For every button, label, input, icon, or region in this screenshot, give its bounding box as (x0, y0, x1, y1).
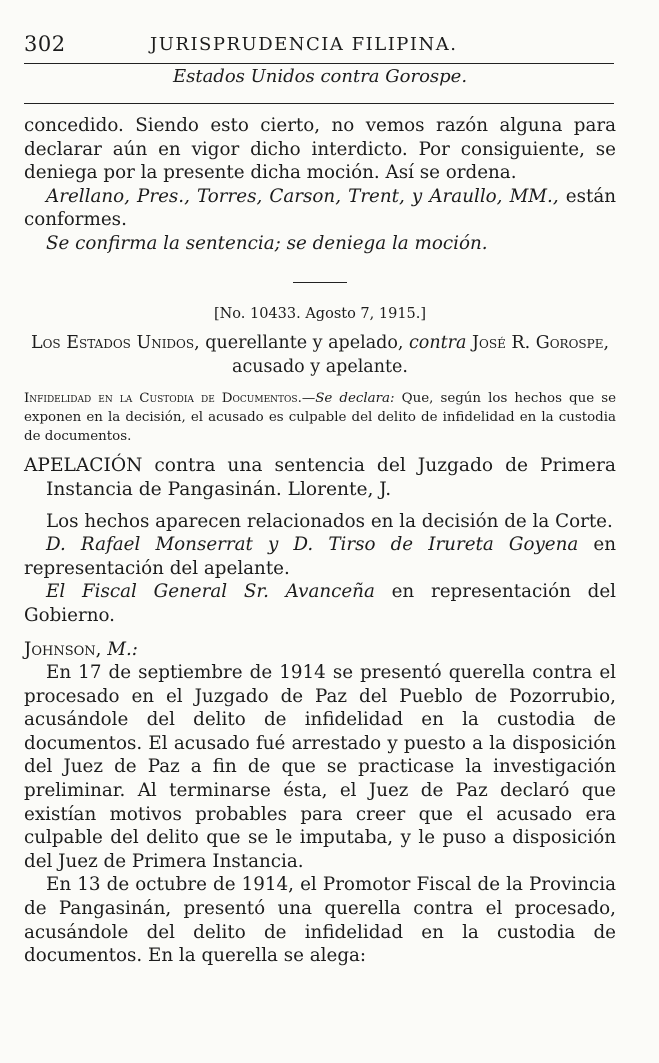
appeal-line (24, 454, 616, 501)
opinion-paragraph-2: En 13 de octubre de 1914, el Promotor Fiscal de la Provincia de Pangasinán, presentó una querella contra el procesado, acusándole del delito de infidelidad en la custodia de documentos. En la querella se alega: (24, 874, 616, 967)
appeal-word: APELACIÓN (24, 455, 143, 477)
defendant-role: acusado y apelante. (232, 356, 408, 377)
counsel-government (24, 580, 616, 627)
concurrence-text: están conformes. (24, 185, 617, 231)
judge-title: M.: (101, 638, 138, 660)
syllabus-declara: Se declara: (315, 391, 395, 407)
disposition: Se confirma la sentencia; se deniega la moción. (46, 232, 488, 254)
defendant-name: José R. Gorospe, (466, 333, 610, 354)
syllabus-heading: Infidelidad en la Custodia de Documentos. (24, 391, 302, 407)
prev-case-paragraph: concedido. Siendo esto cierto, no vemos razón alguna para declarar aún en vigor dicho interdicto. Por consiguiente, se deniega por la presente dicha moción. Así se ordena. (24, 115, 616, 184)
header-rule (24, 63, 614, 64)
page-body (24, 114, 616, 968)
syllabus-text: Que, según los hechos que se exponen en la decisión, el acusado es culpable del delito de infidelidad en la custodia de documentos. (24, 391, 616, 445)
syllabus (24, 389, 616, 446)
case-parties (24, 332, 616, 379)
concurring-justices: Arellano, Pres., Torres, Carson, Trent, y Araullo, MM., (46, 185, 559, 207)
plaintiff-role: querellante y apelado, (199, 333, 409, 354)
contra-word: contra (409, 333, 467, 354)
facts-paragraph: Los hechos aparecen relacionados en la decisión de la Corte. (46, 510, 613, 532)
running-title: JURISPRUDENCIA FILIPINA. (150, 34, 458, 55)
docket-line: [No. 10433. Agosto 7, 1915.] (213, 305, 427, 322)
counsel-government-names: El Fiscal General Sr. Avanceña (46, 581, 375, 603)
opinion-paragraph-1: En 17 de septiembre de 1914 se presentó querella contra el procesado en el Juzgado de Paz del Pueblo de Pozorrubio, acusándole del delito de infidelidad en la custodia de documentos. El acusado fué arrestado y puesto a la disposición del Juez de Paz a fin de que se practicase la investigación preliminar. Al terminarse ésta, el Juez de Paz declaró que existían motivos probables para creer que el acusado era culpable del delito que se le imputaba, y le puso a disposición del Juez de Primera Instancia. (24, 662, 616, 872)
plaintiff-name: Los Estados Unidos, (30, 333, 200, 354)
counsel-appellant (24, 533, 616, 580)
counsel-appellant-names: D. Rafael Monserrat y D. Tirso de Irureta Goyena (46, 534, 579, 556)
syllabus-dash: — (301, 391, 316, 407)
judge-name: Johnson, (24, 638, 102, 660)
case-separator (293, 282, 347, 283)
opinion-author (24, 638, 616, 662)
counsel-government-role: en representación del Gobierno. (24, 581, 616, 626)
concurrence (24, 185, 616, 232)
page-number: 302 (24, 32, 66, 56)
page-header (24, 32, 616, 60)
subheader-rule (24, 103, 614, 104)
counsel-appellant-role: en representación del apelante. (24, 534, 616, 579)
case-running-header: Estados Unidos contra Gorospe. (172, 66, 468, 87)
appeal-text: contra una sentencia del Juzgado de Primera Instancia de Pangasinán. Llorente, J. (46, 455, 616, 500)
